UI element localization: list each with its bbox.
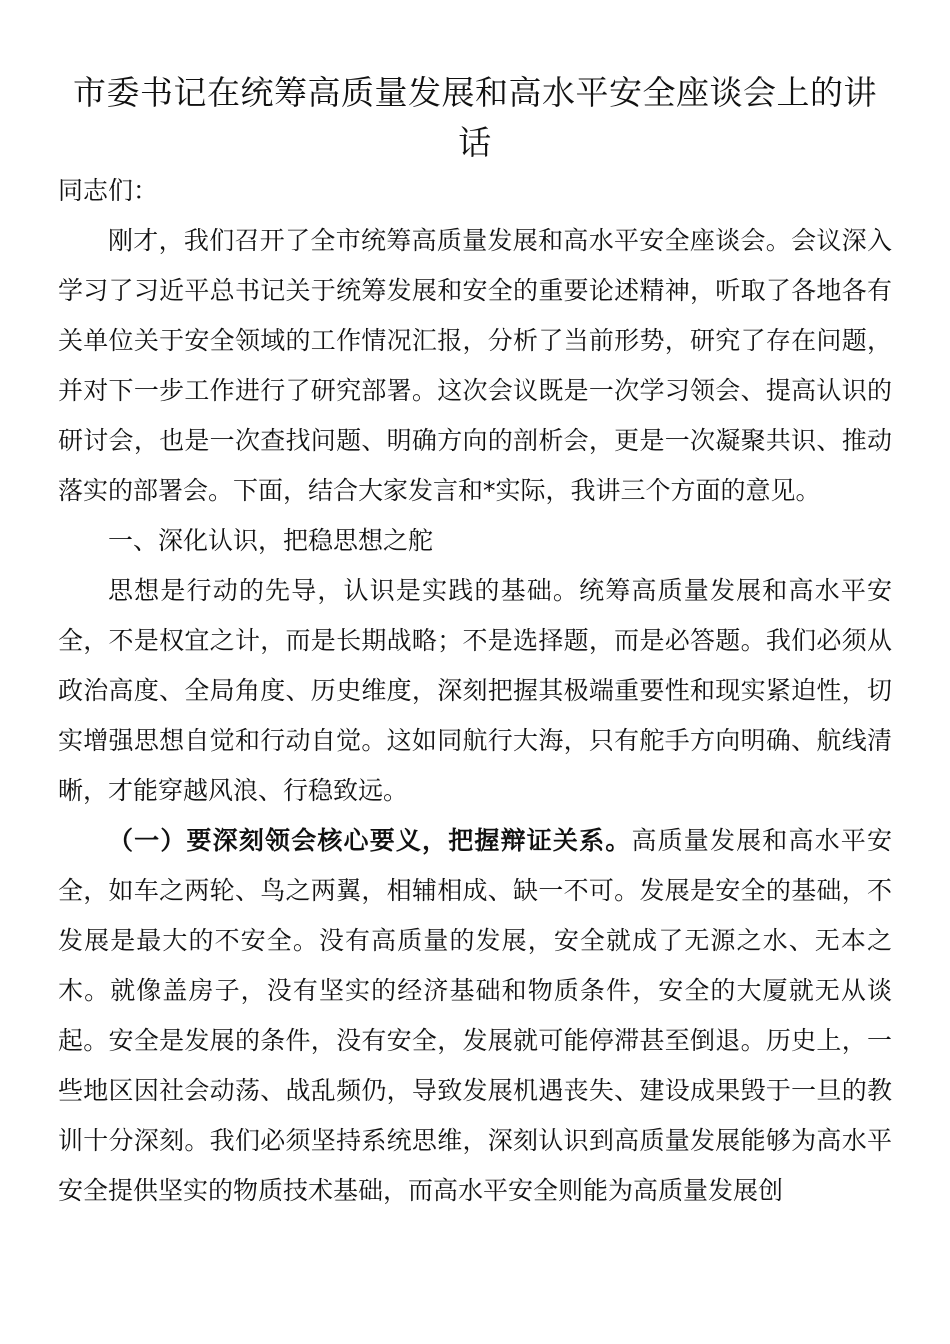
document-page bbox=[58, 68, 892, 1216]
subsection-heading: （一）要深刻领会核心要义，把握辩证关系。 bbox=[108, 826, 632, 855]
salutation: 同志们： bbox=[58, 176, 159, 205]
intro-paragraph: 刚才，我们召开了全市统筹高质量发展和高水平安全座谈会。会议深入学习了习近平总书记关于统筹发展和安全的重要论述精神，听取了各地各有关单位关于安全领域的工作情况汇报，分析了当前形势，研究了存在问题，并对下一步工作进行了研究部署。这次会议既是一次学习领会、提高认识的研讨会，也是一次查找问题、明确方向的剖析会，更是一次凝聚共识、推动落实的部署会。下面，结合大家发言和*实际，我讲三个方面的意见。 bbox=[58, 226, 892, 505]
subsection-text: 高质量发展和高水平安全，如车之两轮、鸟之两翼，相辅相成、缺一不可。发展是安全的基础，不发展是最大的不安全。没有高质量的发展，安全就成了无源之水、无本之木。就像盖房子，没有坚实的经济基础和物质条件，安全的大厦就无从谈起。安全是发展的条件，没有安全，发展就可能停滞甚至倒退。历史上，一些地区因社会动荡、战乱频仍，导致发展机遇丧失、建设成果毁于一旦的教训十分深刻。我们必须坚持系统思维，深刻认识到高质量发展能够为高水平安全提供坚实的物质技术基础，而高水平安全则能为高质量发展创 bbox=[58, 826, 892, 1205]
section-heading: 一、深化认识，把稳思想之舵 bbox=[108, 526, 434, 555]
section-body-paragraph: 思想是行动的先导，认识是实践的基础。统筹高质量发展和高水平安全，不是权宜之计，而是长期战略；不是选择题，而是必答题。我们必须从政治高度、全局角度、历史维度，深刻把握其极端重要性和现实紧迫性，切实增强思想自觉和行动自觉。这如同航行大海，只有舵手方向明确、航线清晰，才能穿越风浪、行稳致远。 bbox=[58, 576, 892, 805]
document-title: 市委书记在统筹高质量发展和高水平安全座谈会上的讲话 bbox=[73, 73, 877, 162]
subsection-paragraph bbox=[58, 816, 892, 1216]
